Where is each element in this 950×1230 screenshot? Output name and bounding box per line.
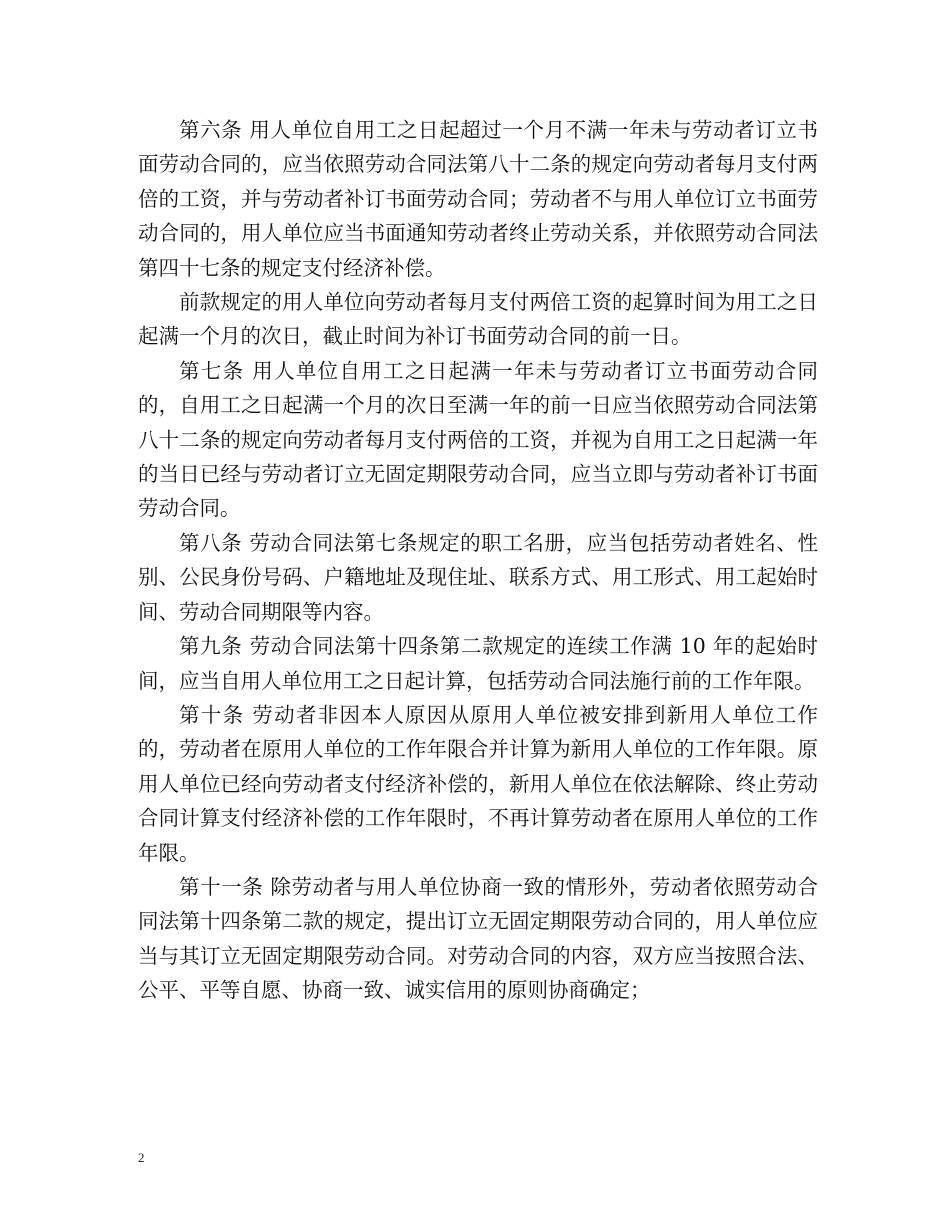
paragraph-article-9: 第九条 劳动合同法第十四条第二款规定的连续工作满 10 年的起始时间，应当自用人单位用工之日起计算，包括劳动合同法施行前的工作年限。 (138, 634, 818, 693)
paragraph-article-8: 第八条 劳动合同法第七条规定的职工名册，应当包括劳动者姓名、性别、公民身份号码、户籍地址及现住址、联系方式、用工形式、用工起始时间、劳动合同期限等内容。 (138, 530, 818, 624)
paragraph-article-7: 第七条 用人单位自用工之日起满一年未与劳动者订立书面劳动合同的，自用工之日起满一个月的次日至满一年的前一日应当依照劳动合同法第八十二条的规定向劳动者每月支付两倍的工资，并视为自用工之日起满一年的当日已经与劳动者订立无固定期限劳动合同，应当立即与劳动者补订书面劳动合同。 (138, 358, 818, 521)
page-number: 2 (138, 1150, 145, 1165)
paragraph-article-6: 第六条 用人单位自用工之日起超过一个月不满一年未与劳动者订立书面劳动合同的，应当依照劳动合同法第八十二条的规定向劳动者每月支付两倍的工资，并与劳动者补订书面劳动合同；劳动者不与用人单位订立书面劳动合同的，用人单位应当书面通知劳动者终止劳动关系，并依照劳动合同法第四十七条的规定支付经济补偿。 (138, 118, 818, 280)
paragraph-article-6-supplement: 前款规定的用人单位向劳动者每月支付两倍工资的起算时间为用工之日起满一个月的次日，截止时间为补订书面劳动合同的前一日。 (138, 290, 818, 349)
paragraph-article-11: 第十一条 除劳动者与用人单位协商一致的情形外，劳动者依照劳动合同法第十四条第二款的规定，提出订立无固定期限劳动合同的，用人单位应当与其订立无固定期限劳动合同。对劳动合同的内容，双方应当按照合法、公平、平等自愿、协商一致、诚实信用的原则协商确定； (138, 874, 818, 1003)
paragraph-article-10: 第十条 劳动者非因本人原因从原用人单位被安排到新用人单位工作的，劳动者在原用人单位的工作年限合并计算为新用人单位的工作年限。原用人单位已经向劳动者支付经济补偿的，新用人单位在依法解除、终止劳动合同计算支付经济补偿的工作年限时，不再计算劳动者在原用人单位的工作年限。 (138, 702, 818, 865)
document-body (138, 113, 818, 1008)
